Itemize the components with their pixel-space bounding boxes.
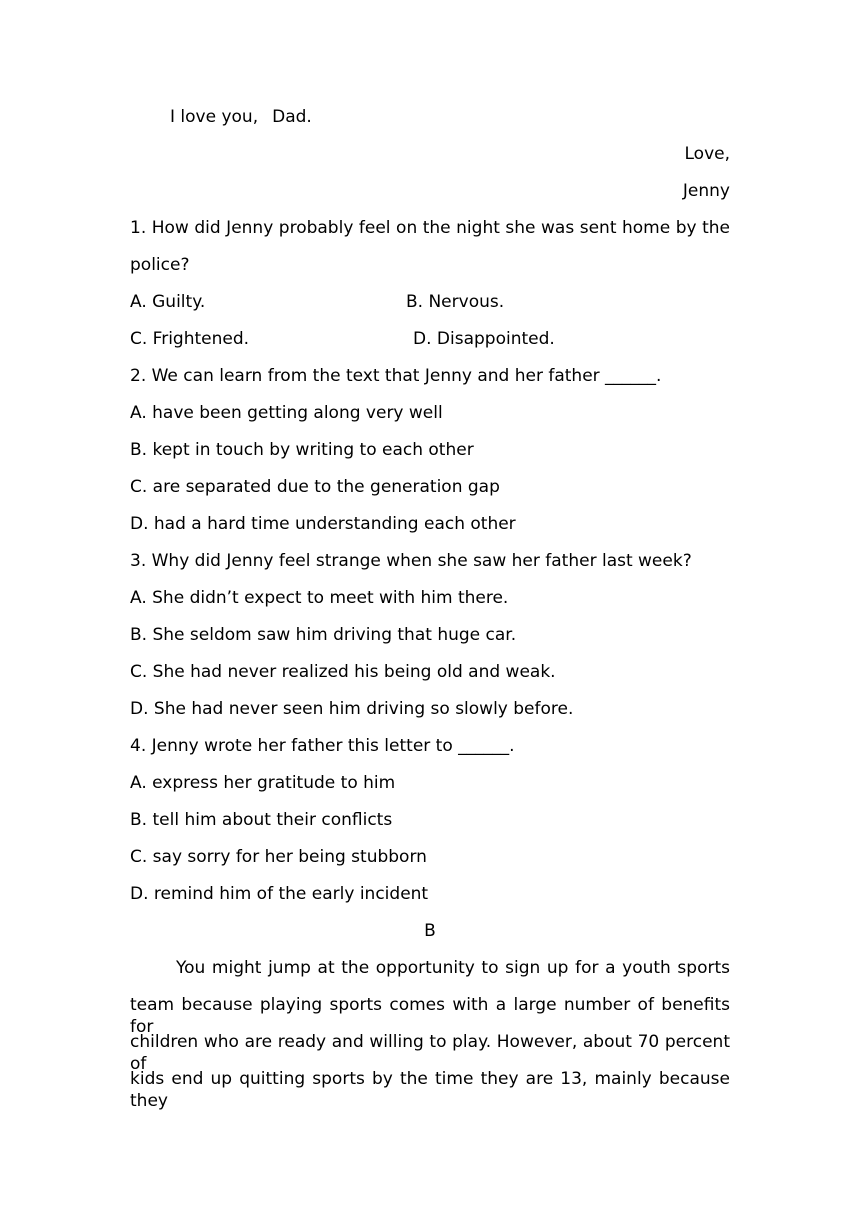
letter-closing-line [170, 106, 312, 128]
section-b-paragraph-line: team because playing sports comes with a large number of benefits for [130, 995, 730, 1037]
question-4-stem: 4. Jenny wrote her father this letter to ______. [130, 736, 515, 756]
question-2-option-c: C. are separated due to the generation gap [130, 477, 500, 497]
section-b-paragraph-line: children who are ready and willing to play. However, about 70 percent of [130, 1032, 730, 1074]
letter-closing-b: Dad. [272, 107, 312, 127]
question-3-option-c: C. She had never realized his being old and weak. [130, 662, 556, 682]
question-1-stem-line-2: police? [130, 255, 190, 275]
letter-closing-a: I love you, [170, 107, 259, 127]
question-3-stem: 3. Why did Jenny feel strange when she saw her father last week? [130, 551, 692, 571]
question-3-option-b: B. She seldom saw him driving that huge car. [130, 625, 517, 645]
section-b-paragraph-line: You might jump at the opportunity to sign up for a youth sports [176, 958, 730, 978]
question-1-option-b: B. Nervous. [406, 292, 505, 312]
section-b-paragraph-line: kids end up quitting sports by the time they are 13, mainly because they [130, 1069, 730, 1111]
letter-signature: Jenny [682, 181, 730, 201]
question-1-option-c: C. Frightened. [130, 329, 250, 349]
question-1-option-d: D. Disappointed. [413, 329, 555, 349]
question-3-option-a: A. She didn’t expect to meet with him there. [130, 588, 509, 608]
question-3-option-d: D. She had never seen him driving so slowly before. [130, 699, 574, 719]
question-4-option-b: B. tell him about their conflicts [130, 810, 393, 830]
question-4-option-a: A. express her gratitude to him [130, 773, 396, 793]
question-1-stem-line-1: 1. How did Jenny probably feel on the night she was sent home by the [130, 218, 730, 238]
question-4-option-d: D. remind him of the early incident [130, 884, 429, 904]
question-2-option-b: B. kept in touch by writing to each other [130, 440, 474, 460]
letter-sign-off: Love, [684, 144, 730, 164]
question-4-option-c: C. say sorry for her being stubborn [130, 847, 427, 867]
question-2-option-d: D. had a hard time understanding each other [130, 514, 516, 534]
question-2-stem: 2. We can learn from the text that Jenny and her father ______. [130, 366, 662, 386]
question-1-option-a: A. Guilty. [130, 292, 206, 312]
question-2-option-a: A. have been getting along very well [130, 403, 443, 423]
section-b-heading: B [424, 921, 436, 941]
